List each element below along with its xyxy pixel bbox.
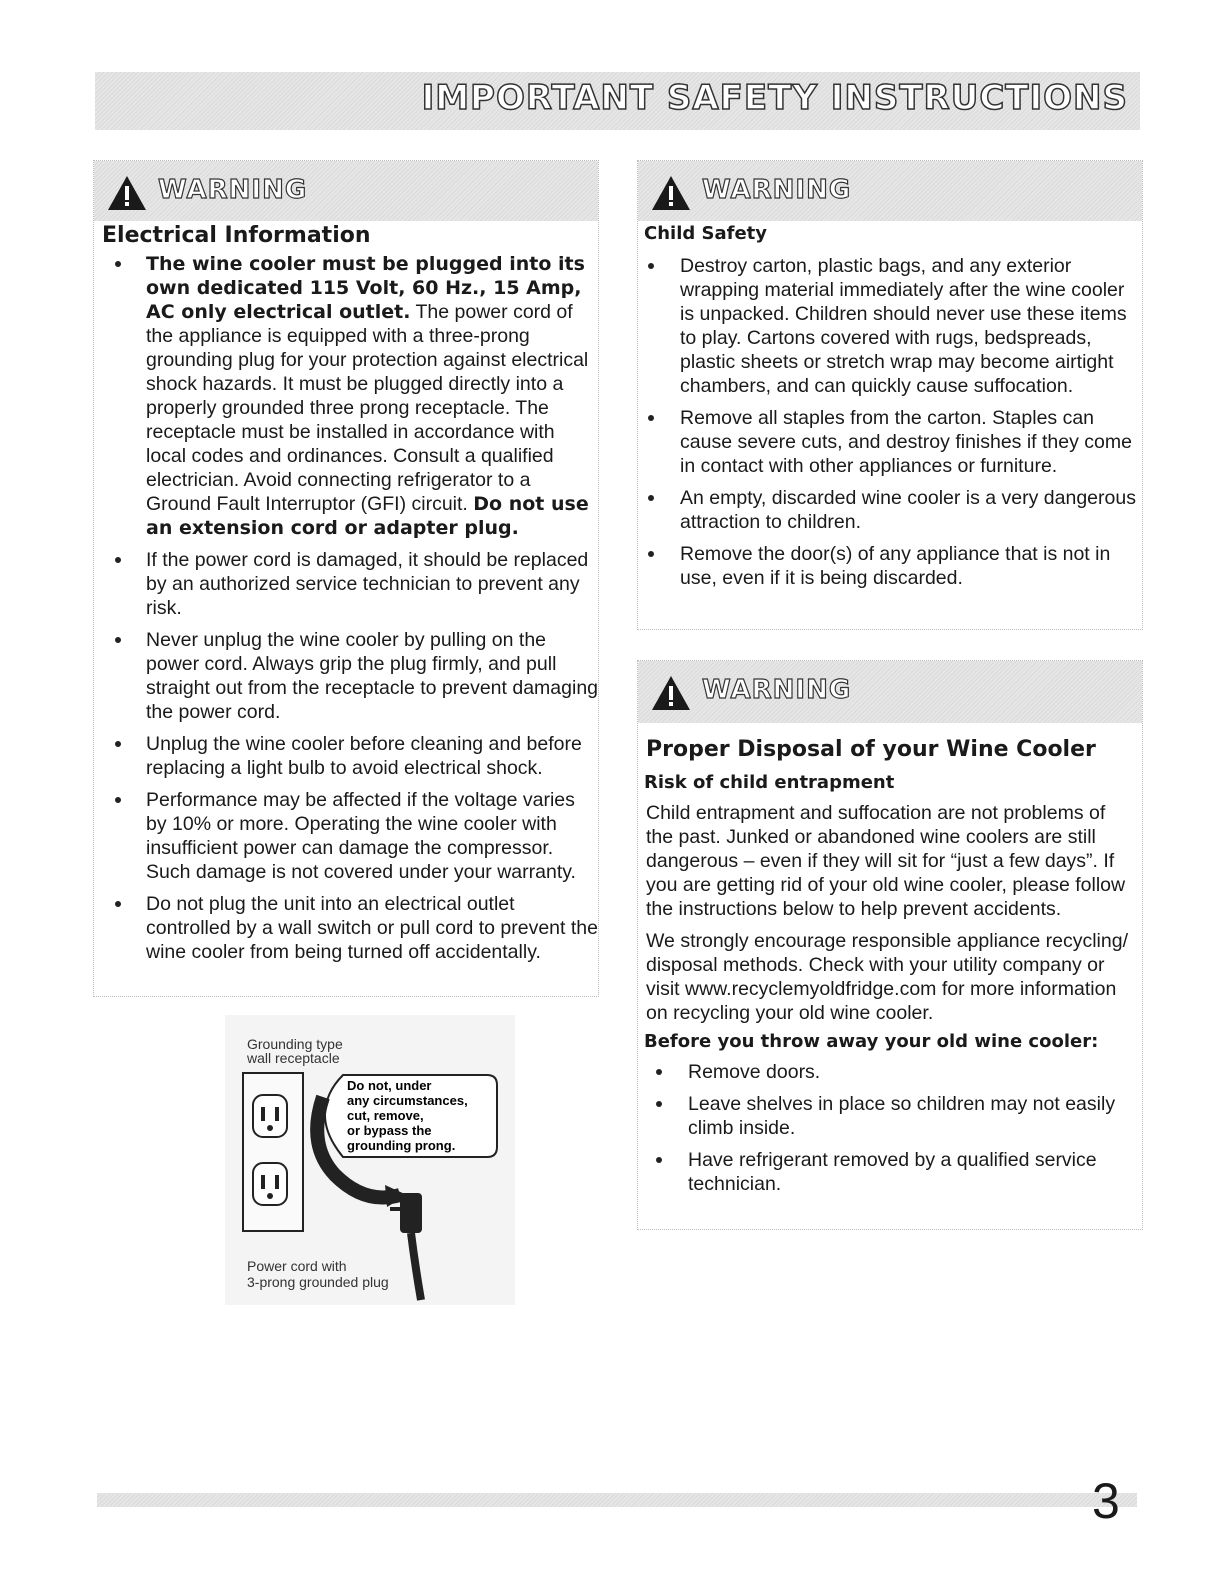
disposal-paragraph-1: Child entrapment and suffocation are not problems of the past. Junked or abandoned wine coolers are still dangerous – even if they will sit for “just a few days”. If you are getting rid of your old wine cooler, please follow the instructions below to help prevent accidents. (646, 802, 1126, 920)
electrical-warning-box (93, 160, 599, 997)
svg-text:cut, remove,: cut, remove, (347, 1108, 424, 1123)
electrical-list (94, 252, 598, 964)
disposal-title: Proper Disposal of your Wine Cooler (646, 737, 1096, 762)
outlet-plug-illustration (225, 1015, 515, 1305)
warning-triangle-icon (651, 675, 691, 711)
warning-label: WARNING (702, 175, 852, 205)
list-item: Performance may be affected if the voltage varies by 10% or more. Operating the wine cooler with insufficient power can damage the compressor. Such damage is not covered under your warranty. (94, 788, 598, 884)
warning-triangle-icon (107, 175, 147, 211)
plug-label-1: Power cord with (247, 1258, 347, 1274)
receptacle-label-1: Grounding type (247, 1036, 343, 1052)
warning-header (638, 161, 1142, 221)
list-item: Have refrigerant removed by a qualified service technician. (638, 1148, 1142, 1196)
child-safety-list (638, 254, 1142, 590)
list-item: Unplug the wine cooler before cleaning and before replacing a light bulb to avoid electrical shock. (94, 732, 598, 780)
svg-text:any circumstances,: any circumstances, (347, 1093, 468, 1108)
disposal-paragraph-2: We strongly encourage responsible appliance recycling/ disposal methods. Check with your utility company or visit www.recyclemyoldfridge.com for more information on recycling your old wine cooler. (646, 930, 1128, 1024)
child-safety-title: Child Safety (644, 223, 768, 244)
plug-label-2: 3-prong grounded plug (247, 1274, 389, 1290)
list-item: Remove doors. (638, 1060, 1142, 1084)
disposal-warning-box (637, 660, 1143, 1230)
svg-text:Do not, under: Do not, under (347, 1078, 432, 1093)
svg-text:or bypass the: or bypass the (347, 1123, 432, 1138)
receptacle-label-2: wall receptacle (247, 1050, 340, 1066)
electrical-title: Electrical Information (102, 223, 371, 248)
warning-header (94, 161, 598, 221)
child-safety-warning-box (637, 160, 1143, 630)
entrapment-subtitle: Risk of child entrapment (644, 772, 895, 793)
header-banner (95, 72, 1140, 130)
list-item: An empty, discarded wine cooler is a very dangerous attraction to children. (638, 486, 1142, 534)
list-item: The wine cooler must be plugged into its own dedicated 115 Volt, 60 Hz., 15 Amp, AC only electrical outlet. The power cord of the appliance is equipped with a three-prong grounding plug for your protection against electrical shock hazards. It must be plugged directly into a properly grounded three prong receptacle. The receptacle must be installed in accordance with local codes and ordinances. Consult a qualified electrician. Avoid connecting refrigerator to a Ground Fault Interruptor (GFI) circuit. Do not use an extension cord or adapter plug. (94, 252, 598, 540)
before-throw-title: Before you throw away your old wine cooler: (644, 1031, 1099, 1052)
grounding-diagram (225, 1015, 515, 1305)
list-item: Do not plug the unit into an electrical outlet controlled by a wall switch or pull cord to prevent the wine cooler from being turned off accidentally. (94, 892, 598, 964)
page-number: 3 (1092, 1473, 1120, 1529)
warning-label: WARNING (158, 175, 308, 205)
disposal-list (638, 1060, 1142, 1196)
list-item: Destroy carton, plastic bags, and any exterior wrapping material immediately after the wine cooler is unpacked. Children should never use these items to play. Cartons covered with rugs, bedspreads, plastic sheets or stretch wrap may become airtight chambers, and can quickly cause suffocation. (638, 254, 1142, 398)
list-item: Remove the door(s) of any appliance that is not in use, even if it is being discarded. (638, 542, 1142, 590)
list-item: Never unplug the wine cooler by pulling on the power cord. Always grip the plug firmly, and pull straight out from the receptacle to prevent damaging the power cord. (94, 628, 598, 724)
list-item: If the power cord is damaged, it should be replaced by an authorized service technician to prevent any risk. (94, 548, 598, 620)
list-item: Leave shelves in place so children may not easily climb inside. (638, 1092, 1142, 1140)
page-title: IMPORTANT SAFETY INSTRUCTIONS (421, 78, 1128, 118)
warning-label: WARNING (702, 675, 852, 705)
footer-bar (97, 1493, 1137, 1507)
warning-header (638, 661, 1142, 723)
list-item: Remove all staples from the carton. Staples can cause severe cuts, and destroy finishes if they come in contact with other appliances or furniture. (638, 406, 1142, 478)
svg-text:grounding prong.: grounding prong. (347, 1138, 456, 1153)
warning-triangle-icon (651, 175, 691, 211)
